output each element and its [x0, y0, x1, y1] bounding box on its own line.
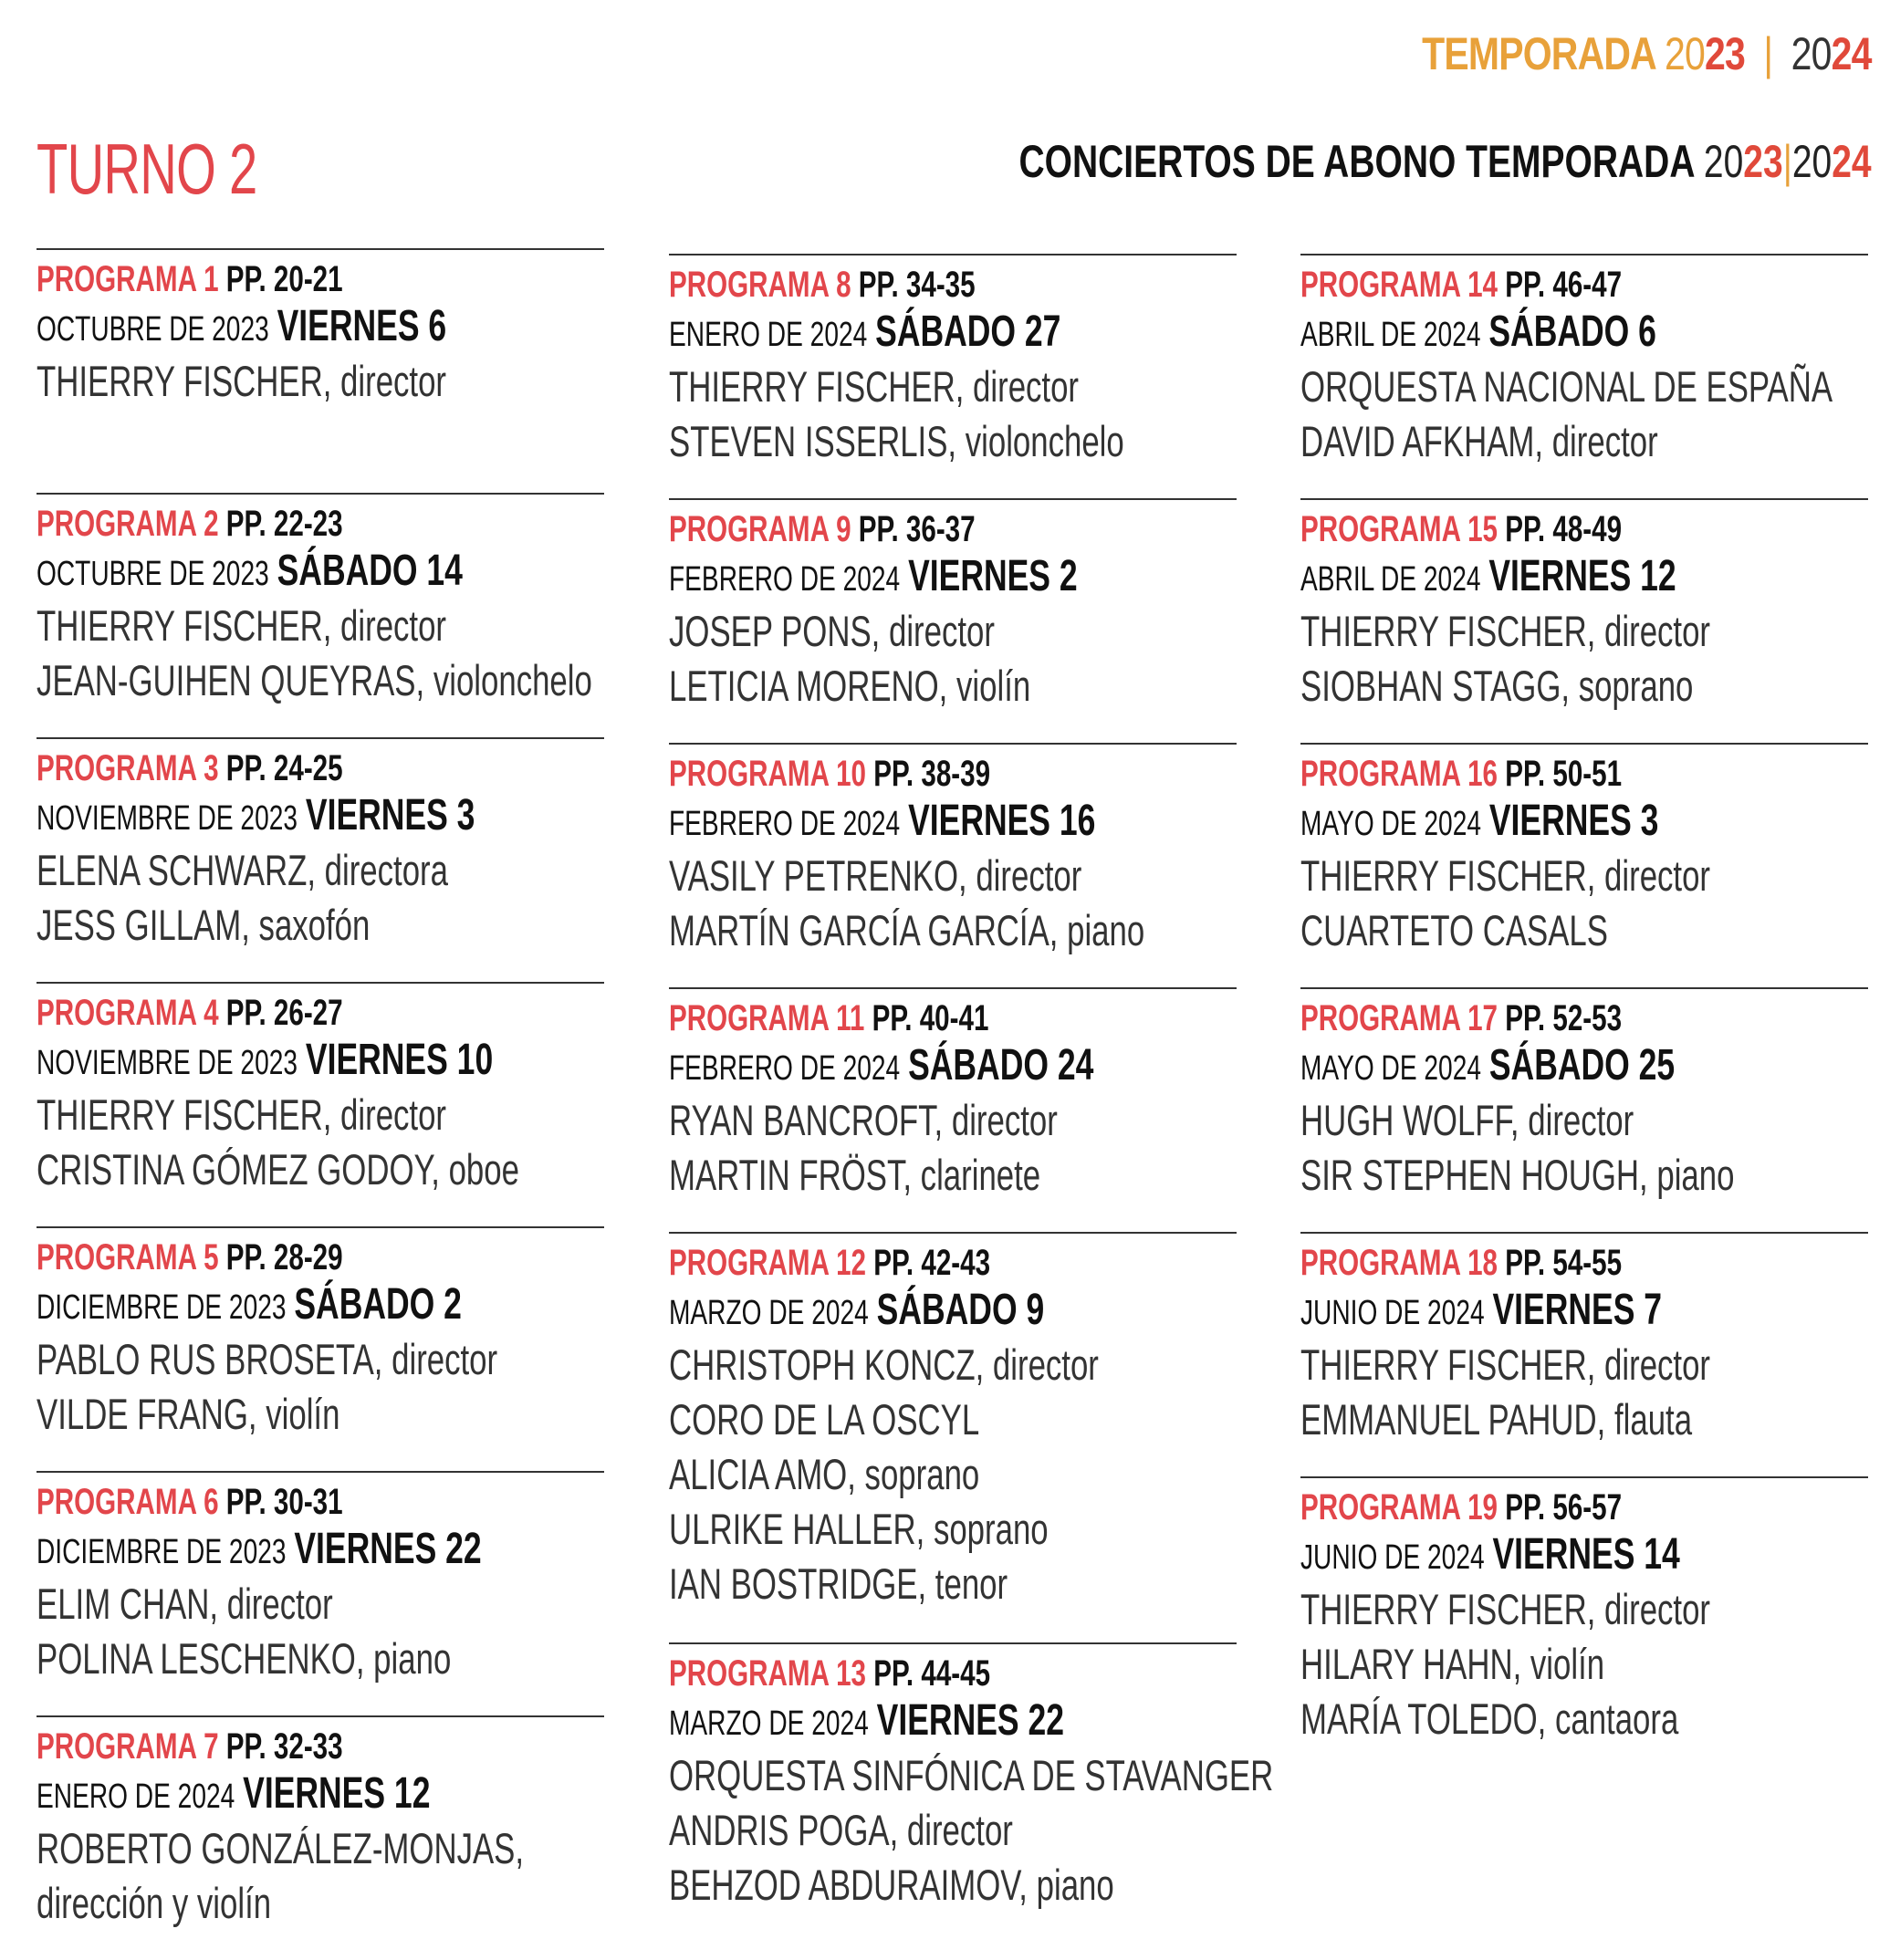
program-date [1300, 1038, 1720, 1093]
program-header [1300, 754, 1720, 794]
artist-line [37, 599, 456, 653]
season-year1-prefix: 20 [1665, 28, 1706, 79]
column-2 [669, 254, 1274, 1909]
program-block [37, 248, 604, 493]
artist-name: JEAN-GUIHEN QUEYRAS, [37, 656, 425, 704]
program-date [37, 1522, 482, 1577]
artist-line [1300, 604, 1720, 659]
season-year2-suffix: 24 [1832, 28, 1872, 79]
series-year2-prefix: 20 [1792, 136, 1833, 187]
program-block [669, 254, 1237, 498]
program-number: PROGRAMA 6 [37, 1482, 219, 1522]
artist-name: ULRIKE HALLER, [669, 1505, 925, 1553]
artist-name: SIR STEPHEN HOUGH, [1300, 1151, 1648, 1199]
artist-line [37, 1821, 525, 1876]
artist-name: STEVEN ISSERLIS, [669, 417, 957, 465]
artist-line [669, 1093, 1089, 1148]
program-pages: PP. 46-47 [1505, 265, 1623, 305]
artist-line [669, 659, 1089, 714]
program-date [37, 544, 463, 599]
artist-role: oboe [439, 1145, 519, 1194]
program-month: MAYO DE 2024 [1300, 805, 1481, 843]
artist-role: director [1595, 851, 1711, 900]
series-year1-suffix: 23 [1743, 136, 1784, 187]
series-title [1019, 135, 1872, 188]
artist-line [1300, 360, 1833, 414]
program-header [669, 1653, 1089, 1694]
artist-name: MARTIN FRÖST, [669, 1151, 913, 1199]
artist-line [37, 1332, 498, 1387]
program-number: PROGRAMA 3 [37, 748, 219, 788]
program-month: NOVIEMBRE DE 2023 [37, 1044, 298, 1082]
program-block [37, 737, 604, 982]
artist-role: directora [315, 846, 448, 894]
program-date [1300, 1283, 1720, 1338]
artist-name: ORQUESTA SINFÓNICA DE STAVANGER [669, 1751, 1274, 1799]
program-header [37, 748, 456, 788]
artist-role: director [966, 851, 1082, 900]
artist-role: director [331, 1090, 447, 1139]
artist-line [1300, 1637, 1720, 1692]
artist-line [669, 1557, 1089, 1611]
program-date [37, 1277, 462, 1332]
program-block [1300, 743, 1868, 987]
artist-line [37, 1142, 519, 1197]
artist-name: CORO DE LA OSCYL [669, 1395, 980, 1444]
program-block [37, 493, 604, 737]
program-header [37, 259, 456, 299]
program-block [1300, 987, 1868, 1232]
program-number: PROGRAMA 5 [37, 1237, 219, 1277]
artist-role: director [1595, 1340, 1711, 1389]
artist-line [37, 898, 456, 953]
artist-name: SIOBHAN STAGG, [1300, 662, 1571, 710]
artist-role: director [1543, 417, 1658, 465]
program-date [669, 305, 1089, 360]
artist-name: DAVID AFKHAM, [1300, 417, 1544, 465]
artist-role: director [880, 607, 995, 655]
artist-name: ROBERTO GONZÁLEZ-MONJAS, [37, 1824, 525, 1872]
artist-name: EMMANUEL PAHUD, [1300, 1395, 1606, 1444]
program-month: FEBRERO DE 2024 [669, 805, 901, 843]
program-pages: PP. 26-27 [225, 993, 343, 1033]
artist-name: THIERRY FISCHER, [669, 362, 965, 411]
artist-name: THIERRY FISCHER, [37, 601, 332, 650]
artist-role: piano [1027, 1861, 1114, 1909]
artist-role: piano [1058, 906, 1145, 954]
artist-line [1300, 414, 1720, 469]
program-day: VIERNES 16 [908, 797, 1096, 845]
program-date [37, 299, 456, 354]
artist-name: JESS GILLAM, [37, 901, 250, 949]
artist-line [669, 604, 1089, 659]
artist-line [1300, 1093, 1720, 1148]
artist-name: ORQUESTA NACIONAL DE ESPAÑA [1300, 362, 1833, 411]
program-day: SÁBADO 27 [875, 308, 1061, 356]
program-number: PROGRAMA 11 [669, 998, 865, 1038]
program-day: VIERNES 10 [305, 1036, 494, 1084]
program-number: PROGRAMA 12 [669, 1243, 867, 1283]
program-number: PROGRAMA 2 [37, 504, 219, 544]
program-header [669, 265, 1089, 305]
artist-role: violonchelo [424, 656, 592, 704]
program-block [37, 1226, 604, 1471]
program-month: MARZO DE 2024 [669, 1294, 869, 1332]
series-year1-prefix: 20 [1704, 136, 1744, 187]
program-month: JUNIO DE 2024 [1300, 1294, 1485, 1332]
program-block [669, 743, 1237, 987]
program-date [669, 1038, 1094, 1093]
artist-role: piano [364, 1634, 452, 1683]
program-number: PROGRAMA 1 [37, 259, 219, 299]
program-month: FEBRERO DE 2024 [669, 1049, 901, 1088]
program-number: PROGRAMA 19 [1300, 1487, 1498, 1527]
program-day: VIERNES 3 [305, 791, 475, 839]
artist-line [37, 1577, 456, 1632]
program-pages: PP. 56-57 [1505, 1487, 1623, 1527]
artist-role: piano [1647, 1151, 1735, 1199]
season-label: TEMPORADA [1422, 28, 1655, 79]
artist-role: cantaora [1546, 1694, 1679, 1743]
series-year2-suffix: 24 [1832, 136, 1872, 187]
program-date [669, 794, 1096, 849]
program-header [669, 998, 1089, 1038]
program-month: ABRIL DE 2024 [1300, 560, 1481, 599]
artist-name: THIERRY FISCHER, [1300, 851, 1596, 900]
artist-line [669, 1858, 1114, 1913]
program-block [37, 1471, 604, 1715]
program-month: ENERO DE 2024 [37, 1778, 235, 1816]
program-number: PROGRAMA 17 [1300, 998, 1498, 1038]
column-3 [1300, 254, 1868, 1743]
season-year1-suffix: 23 [1705, 28, 1746, 79]
program-header [1300, 509, 1720, 549]
artist-role: violonchelo [956, 417, 1124, 465]
artist-name: CUARTETO CASALS [1300, 906, 1608, 954]
turno-title: TURNO 2 [37, 129, 257, 209]
program-day: VIERNES 12 [1488, 552, 1676, 600]
artist-name: VASILY PETRENKO, [669, 851, 967, 900]
program-month: DICIEMBRE DE 2023 [37, 1533, 287, 1571]
series-label: CONCIERTOS DE ABONO TEMPORADA [1018, 136, 1695, 187]
program-pages: PP. 32-33 [225, 1726, 343, 1767]
artist-line [669, 1392, 1089, 1447]
artist-line [37, 1876, 456, 1931]
program-pages: PP. 30-31 [225, 1482, 343, 1522]
artist-role: soprano [924, 1505, 1049, 1553]
program-month: OCTUBRE DE 2023 [37, 310, 269, 349]
program-month: JUNIO DE 2024 [1300, 1538, 1485, 1577]
artist-role: violín [947, 662, 1031, 710]
season-year2-prefix: 20 [1791, 28, 1833, 79]
artist-line [1300, 849, 1720, 903]
artist-name: THIERRY FISCHER, [37, 1090, 332, 1139]
artist-role: director [898, 1806, 1013, 1854]
artist-role: director [943, 1096, 1058, 1144]
program-number: PROGRAMA 16 [1300, 754, 1498, 794]
artist-role: director [1595, 607, 1711, 655]
artist-name: THIERRY FISCHER, [1300, 607, 1596, 655]
program-date [37, 788, 475, 843]
artist-name: PABLO RUS BROSETA, [37, 1335, 383, 1383]
artist-line [669, 1502, 1089, 1557]
artist-name: IAN BOSTRIDGE, [669, 1559, 927, 1608]
artist-role: dirección y violín [37, 1879, 272, 1927]
season-separator: | [1763, 28, 1773, 79]
column-1 [37, 248, 604, 1960]
program-header [1300, 1487, 1720, 1527]
artist-line [669, 1748, 1274, 1803]
artist-role: soprano [855, 1450, 980, 1498]
artist-line [37, 354, 456, 409]
artist-role: clarinete [912, 1151, 1041, 1199]
program-day: VIERNES 22 [294, 1525, 482, 1573]
artist-line [1300, 1392, 1720, 1447]
program-block [37, 982, 604, 1226]
artist-line [1300, 1582, 1720, 1637]
artist-line [37, 843, 456, 898]
program-pages: PP. 54-55 [1505, 1243, 1623, 1283]
program-number: PROGRAMA 13 [669, 1653, 867, 1694]
artist-name: THIERRY FISCHER, [1300, 1340, 1596, 1389]
program-day: SÁBADO 24 [908, 1041, 1094, 1089]
program-day: VIERNES 2 [908, 552, 1078, 600]
artist-name: HUGH WOLFF, [1300, 1096, 1519, 1144]
program-month: MARZO DE 2024 [669, 1705, 869, 1743]
artist-line [1300, 1692, 1720, 1746]
program-block [1300, 1476, 1868, 1743]
artist-name: HILARY HAHN, [1300, 1640, 1522, 1688]
artist-name: RYAN BANCROFT, [669, 1096, 944, 1144]
artist-role: director [218, 1579, 333, 1628]
program-header [37, 504, 456, 544]
program-block [37, 1715, 604, 1960]
artist-line [37, 1088, 456, 1142]
program-day: VIERNES 7 [1492, 1286, 1663, 1334]
program-month: ENERO DE 2024 [669, 316, 868, 354]
program-pages: PP. 42-43 [873, 1243, 991, 1283]
program-date [1300, 305, 1720, 360]
program-number: PROGRAMA 9 [669, 509, 851, 549]
program-date [1300, 549, 1720, 604]
program-block [1300, 1232, 1868, 1476]
artist-role: flauta [1605, 1395, 1693, 1444]
artist-name: ELIM CHAN, [37, 1579, 219, 1628]
program-header [669, 1243, 1089, 1283]
program-date [669, 1283, 1089, 1338]
program-pages: PP. 48-49 [1505, 509, 1623, 549]
program-month: ABRIL DE 2024 [1300, 316, 1481, 354]
program-block [669, 987, 1237, 1232]
program-pages: PP. 52-53 [1505, 998, 1623, 1038]
artist-role: violín [1521, 1640, 1605, 1688]
program-header [669, 754, 1089, 794]
artist-role: director [331, 357, 447, 405]
program-date [669, 549, 1089, 604]
program-block [1300, 498, 1868, 743]
artist-name: POLINA LESCHENKO, [37, 1634, 365, 1683]
program-day: VIERNES 12 [243, 1769, 431, 1818]
program-day: SÁBADO 25 [1488, 1041, 1676, 1089]
program-header [1300, 265, 1720, 305]
program-date [1300, 1527, 1720, 1582]
program-pages: PP. 24-25 [225, 748, 343, 788]
program-month: MAYO DE 2024 [1300, 1049, 1481, 1088]
program-block [1300, 254, 1868, 498]
program-pages: PP. 22-23 [225, 504, 343, 544]
program-pages: PP. 20-21 [225, 259, 343, 299]
program-header [669, 509, 1089, 549]
program-header [37, 1237, 456, 1277]
artist-line [37, 1632, 456, 1686]
program-header [37, 993, 456, 1033]
artist-role: tenor [926, 1559, 1008, 1608]
artist-line [669, 1148, 1089, 1203]
program-number: PROGRAMA 14 [1300, 265, 1498, 305]
program-number: PROGRAMA 18 [1300, 1243, 1498, 1283]
program-pages: PP. 40-41 [872, 998, 989, 1038]
program-header [37, 1482, 456, 1522]
program-date [669, 1694, 1089, 1748]
season-tag [1423, 27, 1872, 80]
program-block [669, 1642, 1274, 1909]
program-number: PROGRAMA 15 [1300, 509, 1498, 549]
program-pages: PP. 50-51 [1505, 754, 1623, 794]
artist-line [1300, 903, 1720, 958]
program-month: DICIEMBRE DE 2023 [37, 1288, 287, 1327]
program-pages: PP. 28-29 [225, 1237, 343, 1277]
artist-name: BEHZOD ABDURAIMOV, [669, 1861, 1028, 1909]
program-number: PROGRAMA 7 [37, 1726, 219, 1767]
program-pages: PP. 34-35 [858, 265, 976, 305]
program-month: FEBRERO DE 2024 [669, 560, 901, 599]
artist-name: ANDRIS POGA, [669, 1806, 899, 1854]
artist-line [669, 903, 1145, 958]
artist-role: director [1595, 1585, 1711, 1633]
artist-name: MARÍA TOLEDO, [1300, 1694, 1547, 1743]
artist-name: VILDE FRANG, [37, 1390, 257, 1438]
program-block [669, 498, 1237, 743]
series-separator: | [1783, 136, 1793, 187]
artist-name: ALICIA AMO, [669, 1450, 856, 1498]
artist-role: director [984, 1340, 1099, 1389]
program-month: NOVIEMBRE DE 2023 [37, 799, 298, 838]
program-day: VIERNES 22 [876, 1696, 1064, 1745]
artist-role: director [1519, 1096, 1634, 1144]
artist-name: JOSEP PONS, [669, 607, 881, 655]
artist-role: director [382, 1335, 498, 1383]
program-pages: PP. 44-45 [873, 1653, 991, 1694]
program-date [37, 1033, 494, 1088]
artist-role: director [964, 362, 1080, 411]
artist-name: MARTÍN GARCÍA GARCÍA, [669, 906, 1059, 954]
artist-name: CRISTINA GÓMEZ GODOY, [37, 1145, 440, 1194]
artist-line [669, 1803, 1089, 1858]
artist-line [37, 653, 592, 708]
program-month: OCTUBRE DE 2023 [37, 555, 269, 593]
program-header [1300, 998, 1720, 1038]
artist-line [669, 849, 1089, 903]
program-day: SÁBADO 9 [876, 1286, 1045, 1334]
artist-role: director [331, 601, 447, 650]
artist-name: THIERRY FISCHER, [1300, 1585, 1596, 1633]
program-block [669, 1232, 1237, 1642]
artist-name: CHRISTOPH KONCZ, [669, 1340, 985, 1389]
program-day: VIERNES 14 [1492, 1530, 1680, 1579]
artist-line [669, 1338, 1099, 1392]
artist-line [669, 414, 1124, 469]
artist-name: LETICIA MORENO, [669, 662, 948, 710]
program-pages: PP. 36-37 [858, 509, 976, 549]
artist-name: ELENA SCHWARZ, [37, 846, 316, 894]
artist-line [1300, 1338, 1720, 1392]
program-day: SÁBADO 2 [294, 1280, 462, 1329]
program-header [1300, 1243, 1720, 1283]
program-day: SÁBADO 14 [277, 547, 463, 595]
program-header [37, 1726, 456, 1767]
program-date [1300, 794, 1720, 849]
artist-role: violín [256, 1390, 340, 1438]
program-date [37, 1767, 456, 1821]
program-number: PROGRAMA 8 [669, 265, 851, 305]
program-number: PROGRAMA 10 [669, 754, 867, 794]
artist-line [669, 360, 1089, 414]
program-day: VIERNES 3 [1488, 797, 1659, 845]
program-pages: PP. 38-39 [873, 754, 991, 794]
artist-line [37, 1387, 456, 1442]
artist-name: THIERRY FISCHER, [37, 357, 332, 405]
artist-role: saxofón [249, 901, 371, 949]
artist-line [1300, 1148, 1735, 1203]
artist-line [669, 1447, 1089, 1502]
program-number: PROGRAMA 4 [37, 993, 219, 1033]
artist-line [1300, 659, 1720, 714]
program-day: VIERNES 6 [277, 302, 447, 350]
program-day: SÁBADO 6 [1488, 308, 1656, 356]
artist-role: soprano [1570, 662, 1694, 710]
